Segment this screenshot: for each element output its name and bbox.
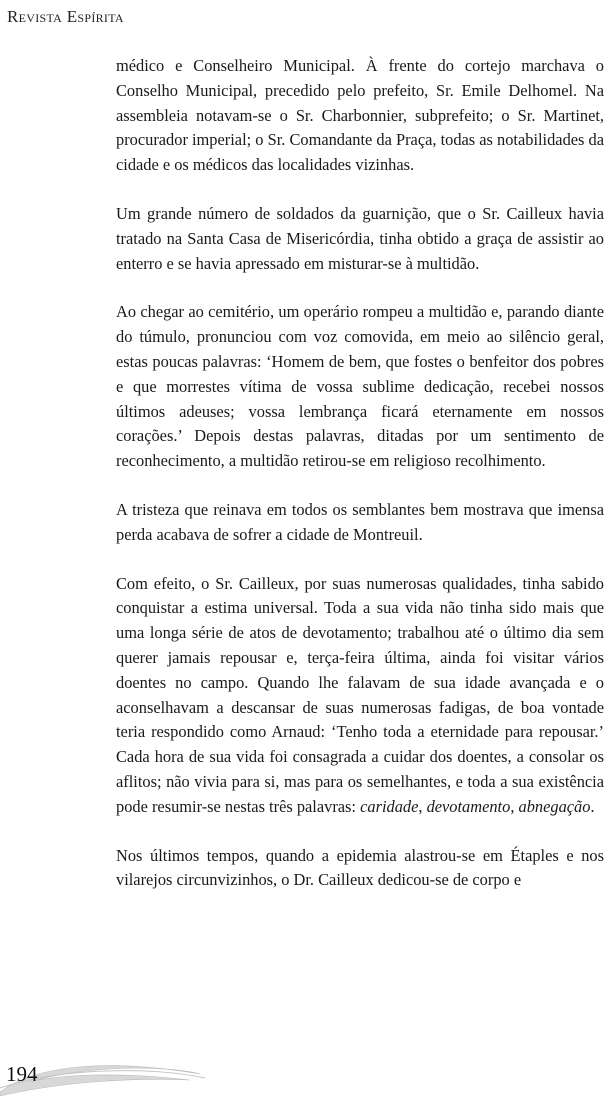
paragraph-text: Com efeito, o Sr. Cailleux, por suas numerosas qualidades, tinha sabido conquistar a estima universal. Toda a sua vida não tinha sido mais que uma longa série de atos de devotamento; trabalhou até o último dia sem querer jamais repousar e, terça-feira última, ainda foi visitar vários doentes no campo. Quando lhe falavam de sua idade avançada e o aconselhavam a descansar de suas numerosas fadigas, de boa vontade teria respondido como Arnaud: ‘Tenho toda a eternidade para repousar.’ Cada hora de sua vida foi consagrada a cuidar dos doentes, a consolar os aflitos; não vivia para si, mas para os semelhantes, e toda a sua existência pode resumir-se nestas três palavras: <box>116 573 604 816</box>
paragraph: médico e Conselheiro Municipal. À frente do cortejo marchava o Conselho Municipal, precedido pelo prefeito, Sr. Emile Delhomel. Na assembleia notavam-se o Sr. Charbonnier, subprefeito; o Sr. Martinet, procurador imperial; o Sr. Comandante da Praça, todas as notabilidades da cidade e os médicos das localidades vizinhas. <box>116 56 604 175</box>
separator: , <box>418 796 427 816</box>
paragraph: Nos últimos tempos, quando a epidemia alastrou-se em Étaples e nos vilarejos circunvizinhos, o Dr. Cailleux dedicou-se de corpo e <box>116 845 604 890</box>
footer-swoosh-ornament <box>0 1052 260 1097</box>
separator: , <box>510 796 519 816</box>
virtue-word: caridade <box>360 796 419 816</box>
running-header: Revista Espírita <box>7 7 124 26</box>
paragraph: Ao chegar ao cemitério, um operário rompeu a multidão e, parando diante do túmulo, pronunciou com voz comovida, em meio ao silêncio geral, estas poucas palavras: ‘Homem de bem, que fostes o benfeitor dos pobres e que morrestes vítima de vossa sublime dedicação, recebei nossos últimos adeuses; vossa lembrança ficará eternamente em nossos corações.’ Depois destas palavras, ditadas por um sentimento de reconhecimento, a multidão retirou-se em religioso recolhimento. <box>116 302 604 471</box>
page-number: 194 <box>6 1062 38 1086</box>
paragraph-virtues <box>116 572 604 820</box>
virtue-word: devotamento <box>426 796 511 816</box>
virtue-word: abnegação <box>518 796 591 816</box>
paragraph: Um grande número de soldados da guarnição, que o Sr. Cailleux havia tratado na Santa Casa de Misericórdia, tinha obtido a graça de assistir ao enterro e se havia apressado em misturar-se à multidão. <box>116 203 604 273</box>
separator: . <box>590 796 595 816</box>
body-text <box>116 54 604 917</box>
paragraph: A tristeza que reinava em todos os semblantes bem mostrava que imensa perda acabava de sofrer a cidade de Montreuil. <box>116 499 604 544</box>
